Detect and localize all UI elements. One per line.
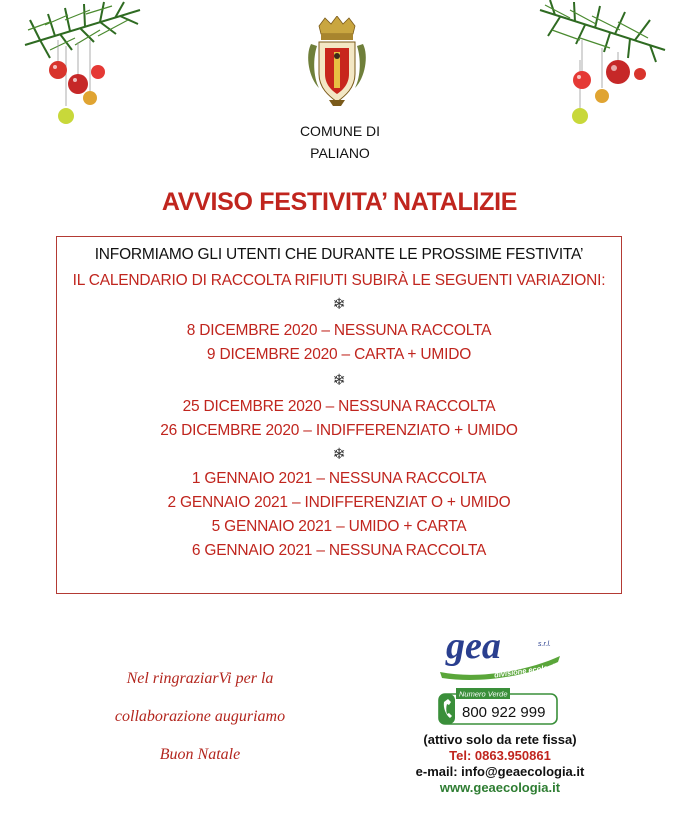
snowflake-icon: ❄ bbox=[332, 446, 346, 463]
contact-info bbox=[400, 732, 600, 796]
gea-company-logo bbox=[420, 620, 570, 690]
municipality-label: COMUNE DI bbox=[299, 123, 381, 139]
christmas-ornaments-right bbox=[530, 0, 670, 130]
christmas-greeting bbox=[80, 660, 320, 774]
toll-free-label: Numero Verde bbox=[459, 689, 508, 699]
greeting-line-3: Buon Natale bbox=[159, 746, 241, 763]
snowflake-icon: ❄ bbox=[332, 372, 346, 389]
schedule-entry: 5 GENNAIO 2021 – UMIDO + CARTA bbox=[211, 518, 467, 535]
schedule-entry: 25 DICEMBRE 2020 – NESSUNA RACCOLTA bbox=[182, 398, 496, 415]
page-title: AVVISO FESTIVITA’ NATALIZIE bbox=[161, 188, 518, 216]
schedule-entry: 1 GENNAIO 2021 – NESSUNA RACCOLTA bbox=[191, 470, 487, 487]
snowflake-icon: ❄ bbox=[332, 296, 346, 313]
greeting-line-1: Nel ringraziarVi per la bbox=[126, 670, 274, 687]
greeting-line-2: collaborazione auguriamo bbox=[114, 708, 286, 725]
contact-phone: Tel: 0863.950861 bbox=[449, 748, 551, 763]
municipality-town: PALIANO bbox=[310, 145, 370, 161]
toll-free-number: 800 922 999 bbox=[462, 704, 546, 721]
municipality-name bbox=[270, 120, 410, 164]
contact-website[interactable]: www.geaecologia.it bbox=[439, 780, 561, 795]
gea-logo-subtitle: divisione ecologia bbox=[493, 661, 560, 680]
toll-free-number-badge bbox=[438, 688, 558, 728]
schedule-entry: 2 GENNAIO 2021 – INDIFFERENZIAT O + UMIDO bbox=[167, 494, 511, 511]
contact-email[interactable]: e-mail: info@geaecologia.it bbox=[415, 764, 585, 779]
schedule-entry: 8 DICEMBRE 2020 – NESSUNA RACCOLTA bbox=[186, 322, 492, 339]
notice-intro-line-2: IL CALENDARIO DI RACCOLTA RIFIUTI SUBIRÀ LE SEGUENTI VARIAZIONI: bbox=[72, 272, 606, 289]
schedule-notice-box bbox=[56, 236, 622, 594]
christmas-ornaments-left bbox=[20, 0, 150, 130]
schedule-entry: 9 DICEMBRE 2020 – CARTA + UMIDO bbox=[206, 346, 472, 363]
phone-badge-frame bbox=[438, 688, 558, 728]
schedule-entry: 6 GENNAIO 2021 – NESSUNA RACCOLTA bbox=[191, 542, 487, 559]
notice-intro-line-1: INFORMIAMO GLI UTENTI CHE DURANTE LE PROSSIME FESTIVITA’ bbox=[94, 246, 584, 263]
schedule-entry: 26 DICEMBRE 2020 – INDIFFERENZIATO + UMIDO bbox=[160, 422, 518, 439]
contact-note: (attivo solo da rete fissa) bbox=[423, 732, 577, 747]
gea-logo-text: gea bbox=[446, 625, 501, 667]
gea-logo-srl: s.r.l. bbox=[538, 641, 551, 648]
paliano-coat-of-arms bbox=[305, 16, 369, 108]
